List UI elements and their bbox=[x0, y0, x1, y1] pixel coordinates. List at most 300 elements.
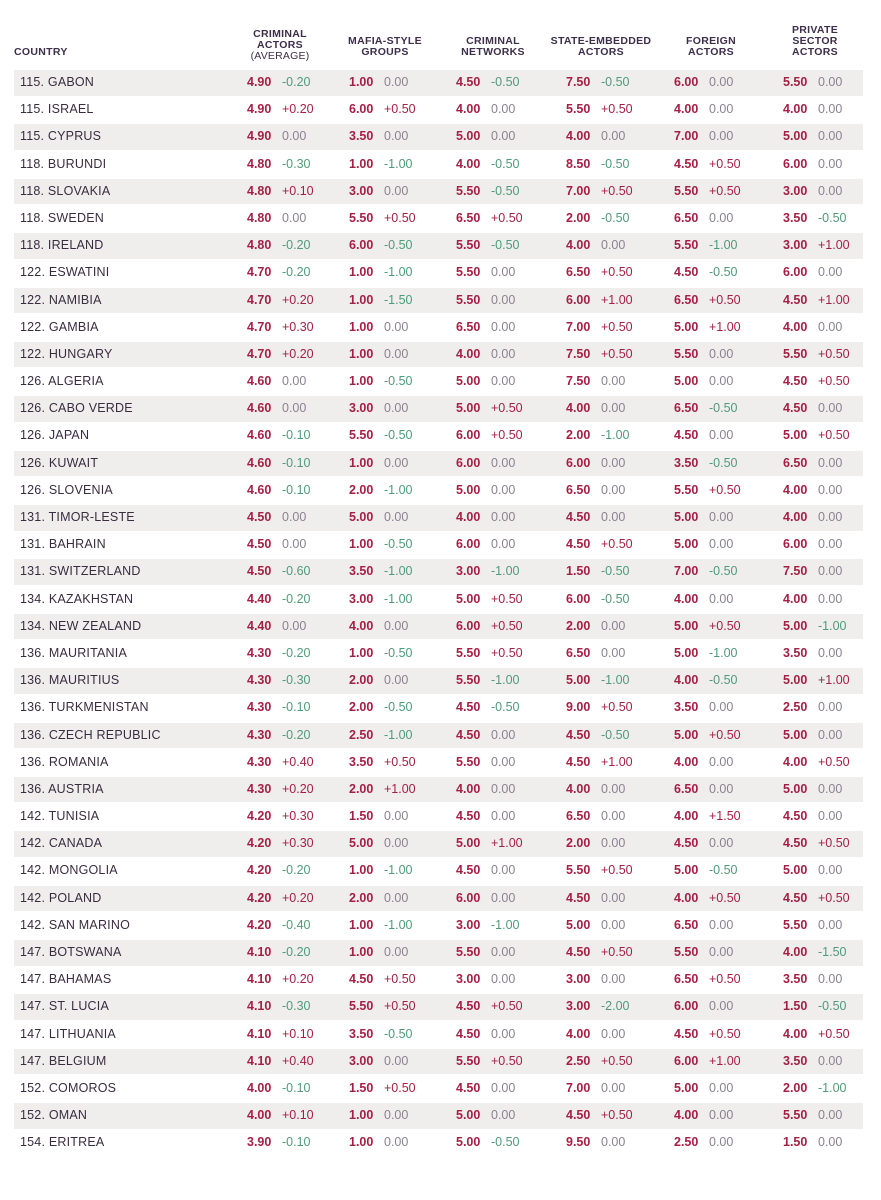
score-value: 1.00 bbox=[349, 346, 374, 361]
score-change: 0.00 bbox=[282, 401, 307, 416]
score-change: -1.00 bbox=[709, 645, 738, 660]
table-row bbox=[14, 587, 863, 613]
score-change: 0.00 bbox=[818, 564, 843, 579]
score-change: -0.50 bbox=[601, 591, 630, 606]
score-change: 0.00 bbox=[818, 917, 843, 932]
score-change: +0.50 bbox=[491, 999, 523, 1014]
country-cell bbox=[20, 804, 99, 830]
country-cell bbox=[20, 179, 110, 205]
country-name: TIMOR-LESTE bbox=[48, 510, 135, 524]
country-cell bbox=[20, 288, 102, 314]
score-value: 5.00 bbox=[566, 917, 591, 932]
score-change: -0.10 bbox=[282, 455, 311, 470]
score-value: 4.50 bbox=[247, 510, 272, 524]
score-value: 1.00 bbox=[349, 1108, 374, 1123]
country-cell bbox=[20, 967, 111, 993]
rank: 131. bbox=[20, 510, 46, 524]
score-value: 5.00 bbox=[674, 727, 699, 742]
score-change: -1.00 bbox=[601, 428, 630, 443]
score-value: 4.50 bbox=[674, 156, 699, 171]
score-change: -0.10 bbox=[282, 482, 311, 497]
score-change: 0.00 bbox=[818, 972, 843, 987]
country-cell bbox=[20, 532, 106, 558]
score-value: 5.00 bbox=[456, 836, 481, 851]
country-cell bbox=[20, 559, 141, 585]
score-value: 4.30 bbox=[247, 673, 272, 688]
score-value: 6.50 bbox=[566, 645, 591, 660]
score-value: 4.00 bbox=[674, 1108, 699, 1123]
rank: 142. bbox=[20, 890, 46, 905]
score-value: 5.00 bbox=[674, 618, 699, 633]
score-value: 4.60 bbox=[247, 482, 272, 497]
score-change: +0.10 bbox=[282, 183, 314, 198]
rank: 136. bbox=[20, 645, 46, 660]
score-change: 0.00 bbox=[491, 890, 516, 905]
score-value: 5.50 bbox=[456, 238, 481, 253]
score-change: +0.50 bbox=[384, 102, 416, 117]
score-value: 4.50 bbox=[674, 428, 699, 443]
score-change: 0.00 bbox=[818, 102, 843, 117]
score-value: 5.50 bbox=[783, 346, 808, 361]
score-change: -1.00 bbox=[384, 564, 413, 579]
score-change: 0.00 bbox=[709, 591, 734, 606]
score-value: 6.50 bbox=[566, 265, 591, 280]
score-value: 2.00 bbox=[566, 618, 591, 633]
score-change: +0.50 bbox=[601, 319, 633, 334]
country-cell bbox=[20, 858, 118, 884]
score-value: 3.00 bbox=[566, 972, 591, 987]
score-value: 4.20 bbox=[247, 863, 272, 878]
score-change: 0.00 bbox=[491, 781, 516, 796]
score-value: 4.50 bbox=[674, 836, 699, 851]
score-value: 1.50 bbox=[349, 1080, 374, 1095]
score-change: 0.00 bbox=[282, 374, 307, 389]
score-value: 4.50 bbox=[566, 945, 591, 959]
table-row bbox=[14, 750, 863, 776]
score-change: +0.50 bbox=[491, 428, 523, 443]
score-change: -0.50 bbox=[601, 564, 630, 579]
score-change: -0.20 bbox=[282, 863, 311, 878]
score-change: -0.50 bbox=[601, 156, 630, 171]
country-cell bbox=[20, 750, 109, 776]
score-change: 0.00 bbox=[818, 809, 843, 824]
score-value: 6.50 bbox=[674, 210, 699, 225]
table-row bbox=[14, 97, 863, 123]
score-change: +0.50 bbox=[491, 618, 523, 633]
rank: 136. bbox=[20, 700, 46, 715]
score-change: +0.50 bbox=[709, 482, 741, 497]
country-name: BAHRAIN bbox=[48, 537, 106, 552]
score-value: 4.50 bbox=[783, 809, 808, 824]
score-change: 0.00 bbox=[491, 482, 516, 497]
score-change: 0.00 bbox=[491, 346, 516, 361]
score-change: +1.00 bbox=[818, 238, 850, 253]
score-change: 0.00 bbox=[491, 1108, 516, 1123]
country-cell bbox=[20, 614, 141, 640]
score-change: -0.10 bbox=[282, 700, 311, 715]
score-change: 0.00 bbox=[384, 319, 409, 334]
rank: 147. bbox=[20, 999, 46, 1014]
table-row bbox=[14, 777, 863, 803]
score-value: 4.00 bbox=[566, 781, 591, 796]
country-name: TURKMENISTAN bbox=[48, 700, 149, 715]
table-row bbox=[14, 967, 863, 993]
table-row bbox=[14, 233, 863, 259]
score-value: 7.00 bbox=[674, 564, 699, 579]
country-name: SWITZERLAND bbox=[48, 564, 141, 579]
score-value: 2.50 bbox=[566, 1053, 591, 1068]
score-change: 0.00 bbox=[384, 346, 409, 361]
score-change: -0.10 bbox=[282, 1080, 311, 1095]
country-name: COMOROS bbox=[48, 1080, 117, 1095]
score-change: 0.00 bbox=[818, 183, 843, 198]
score-value: 4.70 bbox=[247, 319, 272, 334]
country-name: MAURITIUS bbox=[48, 673, 120, 688]
score-change: 0.00 bbox=[709, 1135, 734, 1150]
country-name: MAURITANIA bbox=[48, 645, 127, 660]
table-row bbox=[14, 1103, 863, 1129]
score-value: 4.50 bbox=[456, 75, 481, 89]
score-change: -0.50 bbox=[709, 265, 738, 280]
score-value: 3.50 bbox=[674, 455, 699, 470]
score-value: 4.70 bbox=[247, 265, 272, 280]
score-value: 5.50 bbox=[456, 945, 481, 959]
score-change: +1.00 bbox=[601, 754, 633, 769]
score-change: 0.00 bbox=[282, 210, 307, 225]
score-change: 0.00 bbox=[384, 1053, 409, 1068]
score-change: 0.00 bbox=[709, 700, 734, 715]
score-value: 5.50 bbox=[456, 754, 481, 769]
score-change: 0.00 bbox=[601, 781, 626, 796]
rank: 136. bbox=[20, 781, 46, 796]
score-change: +1.50 bbox=[709, 809, 741, 824]
score-change: 0.00 bbox=[491, 129, 516, 144]
score-change: 0.00 bbox=[491, 1080, 516, 1095]
score-change: 0.00 bbox=[384, 809, 409, 824]
score-value: 3.50 bbox=[783, 1053, 808, 1068]
score-change: 0.00 bbox=[818, 1135, 843, 1150]
score-value: 4.50 bbox=[456, 1026, 481, 1041]
score-value: 6.00 bbox=[674, 75, 699, 89]
country-cell bbox=[20, 369, 104, 395]
rank: 152. bbox=[20, 1080, 46, 1095]
table-row bbox=[14, 695, 863, 721]
score-change: 0.00 bbox=[601, 1026, 626, 1041]
score-change: -1.50 bbox=[818, 945, 847, 959]
score-change: 0.00 bbox=[491, 455, 516, 470]
score-value: 1.50 bbox=[783, 999, 808, 1014]
score-change: 0.00 bbox=[601, 1135, 626, 1150]
score-value: 2.00 bbox=[783, 1080, 808, 1095]
score-value: 5.50 bbox=[674, 482, 699, 497]
score-value: 9.00 bbox=[566, 700, 591, 715]
score-change: 0.00 bbox=[709, 836, 734, 851]
score-change: 0.00 bbox=[709, 210, 734, 225]
score-value: 4.30 bbox=[247, 727, 272, 742]
score-value: 4.30 bbox=[247, 700, 272, 715]
score-change: -0.50 bbox=[709, 455, 738, 470]
header-criminal-networks: CRIMINAL NETWORKS bbox=[461, 35, 525, 58]
score-value: 4.00 bbox=[247, 1080, 272, 1095]
score-value: 1.00 bbox=[349, 156, 374, 171]
score-change: -0.50 bbox=[709, 863, 738, 878]
score-value: 7.00 bbox=[674, 129, 699, 144]
table-row bbox=[14, 831, 863, 857]
rank: 126. bbox=[20, 455, 46, 470]
country-name: ERITREA bbox=[48, 1135, 105, 1150]
score-change: 0.00 bbox=[601, 1080, 626, 1095]
header-private-sector-actors: PRIVATE SECTOR ACTORS bbox=[791, 24, 839, 58]
score-change: 0.00 bbox=[601, 401, 626, 416]
score-change: 0.00 bbox=[491, 292, 516, 307]
score-value: 4.50 bbox=[456, 999, 481, 1014]
score-value: 4.00 bbox=[783, 945, 808, 959]
score-change: 0.00 bbox=[818, 75, 843, 89]
score-change: -0.20 bbox=[282, 645, 311, 660]
score-change: -1.00 bbox=[384, 917, 413, 932]
table-row bbox=[14, 124, 863, 150]
country-name: CZECH REPUBLIC bbox=[48, 727, 161, 742]
score-value: 5.50 bbox=[566, 863, 591, 878]
score-change: 0.00 bbox=[601, 890, 626, 905]
table-row bbox=[14, 1076, 863, 1102]
country-name: BAHAMAS bbox=[48, 972, 112, 987]
score-value: 5.00 bbox=[456, 374, 481, 389]
rank: 154. bbox=[20, 1135, 46, 1150]
score-change: 0.00 bbox=[282, 510, 307, 524]
score-value: 5.50 bbox=[456, 673, 481, 688]
score-value: 4.00 bbox=[566, 238, 591, 253]
score-value: 4.80 bbox=[247, 156, 272, 171]
score-value: 5.00 bbox=[674, 863, 699, 878]
score-change: -1.00 bbox=[384, 265, 413, 280]
score-value: 7.50 bbox=[783, 564, 808, 579]
country-cell bbox=[20, 505, 135, 531]
score-change: 0.00 bbox=[709, 129, 734, 144]
country-name: AUSTRIA bbox=[48, 781, 104, 796]
country-name: LITHUANIA bbox=[48, 1026, 116, 1041]
score-change: 0.00 bbox=[818, 727, 843, 742]
score-change: 0.00 bbox=[709, 781, 734, 796]
score-change: 0.00 bbox=[491, 374, 516, 389]
score-change: 0.00 bbox=[709, 537, 734, 552]
table-row bbox=[14, 668, 863, 694]
score-value: 4.80 bbox=[247, 238, 272, 253]
country-cell bbox=[20, 994, 109, 1020]
header-mafia-style-groups: MAFIA-STYLE GROUPS bbox=[348, 35, 422, 58]
table-row bbox=[14, 994, 863, 1020]
rank: 136. bbox=[20, 754, 46, 769]
score-change: -1.00 bbox=[384, 156, 413, 171]
score-change: 0.00 bbox=[601, 374, 626, 389]
rank: 152. bbox=[20, 1108, 46, 1123]
score-value: 4.30 bbox=[247, 781, 272, 796]
score-value: 5.50 bbox=[566, 102, 591, 117]
score-value: 5.50 bbox=[674, 183, 699, 198]
score-value: 6.00 bbox=[783, 265, 808, 280]
score-change: 0.00 bbox=[601, 917, 626, 932]
score-value: 2.50 bbox=[349, 727, 374, 742]
score-change: -0.50 bbox=[491, 156, 520, 171]
score-value: 5.00 bbox=[456, 401, 481, 416]
score-value: 4.10 bbox=[247, 1026, 272, 1041]
score-change: 0.00 bbox=[818, 1053, 843, 1068]
score-change: 0.00 bbox=[818, 700, 843, 715]
score-change: 0.00 bbox=[818, 455, 843, 470]
score-change: +1.00 bbox=[601, 292, 633, 307]
score-change: +0.50 bbox=[601, 1053, 633, 1068]
score-value: 2.00 bbox=[349, 890, 374, 905]
score-value: 1.00 bbox=[349, 645, 374, 660]
rank: 147. bbox=[20, 972, 46, 987]
score-value: 4.50 bbox=[674, 265, 699, 280]
country-name: MONGOLIA bbox=[48, 863, 118, 878]
score-value: 4.50 bbox=[456, 727, 481, 742]
score-change: +0.50 bbox=[709, 618, 741, 633]
score-value: 3.50 bbox=[674, 700, 699, 715]
score-change: -0.50 bbox=[384, 238, 413, 253]
score-change: +0.30 bbox=[282, 809, 314, 824]
score-value: 4.50 bbox=[783, 890, 808, 905]
score-change: 0.00 bbox=[601, 972, 626, 987]
rank: 122. bbox=[20, 319, 46, 334]
score-value: 4.50 bbox=[566, 754, 591, 769]
score-value: 5.50 bbox=[674, 346, 699, 361]
score-value: 4.50 bbox=[566, 537, 591, 552]
score-change: +1.00 bbox=[818, 673, 850, 688]
score-change: -0.50 bbox=[384, 645, 413, 660]
score-change: 0.00 bbox=[282, 129, 307, 144]
score-value: 5.00 bbox=[566, 673, 591, 688]
score-value: 4.50 bbox=[456, 700, 481, 715]
score-change: -0.50 bbox=[384, 537, 413, 552]
score-change: -0.50 bbox=[601, 75, 630, 89]
table-row bbox=[14, 559, 863, 585]
score-value: 4.20 bbox=[247, 836, 272, 851]
score-value: 4.50 bbox=[783, 401, 808, 416]
score-value: 1.00 bbox=[349, 917, 374, 932]
country-name: ST. LUCIA bbox=[48, 999, 109, 1014]
score-change: -1.00 bbox=[491, 564, 520, 579]
score-value: 4.90 bbox=[247, 129, 272, 144]
score-change: +0.50 bbox=[709, 727, 741, 742]
score-change: 0.00 bbox=[384, 1135, 409, 1150]
score-value: 4.00 bbox=[456, 102, 481, 117]
country-name: BURUNDI bbox=[47, 156, 107, 171]
score-change: 0.00 bbox=[384, 401, 409, 416]
rank: 118. bbox=[20, 238, 45, 253]
country-cell bbox=[20, 206, 104, 232]
score-value: 3.00 bbox=[456, 564, 481, 579]
score-value: 5.00 bbox=[674, 1080, 699, 1095]
table-row bbox=[14, 179, 863, 205]
table-row bbox=[14, 804, 863, 830]
country-cell bbox=[20, 478, 113, 504]
score-change: 0.00 bbox=[709, 917, 734, 932]
table-header bbox=[0, 0, 881, 70]
score-change: +0.50 bbox=[491, 1053, 523, 1068]
country-cell bbox=[20, 260, 109, 286]
score-change: -1.00 bbox=[384, 482, 413, 497]
score-change: -1.00 bbox=[384, 863, 413, 878]
score-change: 0.00 bbox=[709, 374, 734, 389]
score-value: 7.50 bbox=[566, 374, 591, 389]
score-change: 0.00 bbox=[601, 482, 626, 497]
score-value: 3.50 bbox=[783, 972, 808, 987]
score-value: 4.40 bbox=[247, 618, 272, 633]
score-change: +0.30 bbox=[282, 319, 314, 334]
score-change: -1.00 bbox=[709, 238, 738, 253]
score-value: 5.50 bbox=[674, 238, 699, 253]
score-change: +0.20 bbox=[282, 972, 314, 987]
table-row bbox=[14, 342, 863, 368]
country-name: HUNGARY bbox=[48, 346, 113, 361]
score-value: 4.00 bbox=[783, 319, 808, 334]
score-change: 0.00 bbox=[818, 265, 843, 280]
score-change: 0.00 bbox=[491, 510, 516, 524]
score-change: +0.50 bbox=[601, 346, 633, 361]
score-change: +1.00 bbox=[709, 319, 741, 334]
score-change: -1.00 bbox=[491, 917, 520, 932]
country-cell bbox=[20, 668, 119, 694]
score-change: -0.50 bbox=[491, 238, 520, 253]
country-name: CYPRUS bbox=[47, 129, 102, 144]
score-value: 5.50 bbox=[456, 1053, 481, 1068]
score-change: -0.20 bbox=[282, 591, 311, 606]
country-name: BELGIUM bbox=[48, 1053, 107, 1068]
score-value: 4.00 bbox=[674, 591, 699, 606]
score-change: +0.30 bbox=[282, 836, 314, 851]
score-value: 4.60 bbox=[247, 455, 272, 470]
score-value: 4.40 bbox=[247, 591, 272, 606]
score-value: 6.00 bbox=[783, 537, 808, 552]
score-value: 4.90 bbox=[247, 102, 272, 117]
score-change: -0.50 bbox=[491, 75, 520, 89]
score-value: 5.50 bbox=[783, 917, 808, 932]
score-change: 0.00 bbox=[709, 102, 734, 117]
country-name: JAPAN bbox=[48, 428, 90, 443]
score-change: -1.50 bbox=[384, 292, 413, 307]
score-change: +0.50 bbox=[384, 210, 416, 225]
score-change: 0.00 bbox=[384, 890, 409, 905]
score-change: -0.60 bbox=[282, 564, 311, 579]
score-change: 0.00 bbox=[491, 727, 516, 742]
score-value: 5.00 bbox=[674, 374, 699, 389]
score-value: 2.50 bbox=[783, 700, 808, 715]
country-cell bbox=[20, 1130, 104, 1156]
score-value: 5.00 bbox=[456, 482, 481, 497]
score-change: 0.00 bbox=[601, 510, 626, 524]
score-change: 0.00 bbox=[818, 482, 843, 497]
table-row bbox=[14, 451, 863, 477]
table-row bbox=[14, 1049, 863, 1075]
country-cell bbox=[20, 587, 133, 613]
score-value: 5.00 bbox=[783, 428, 808, 443]
score-value: 4.50 bbox=[783, 292, 808, 307]
score-change: 0.00 bbox=[818, 863, 843, 878]
score-change: +0.50 bbox=[709, 183, 741, 198]
score-change: -0.50 bbox=[491, 1135, 520, 1150]
score-value: 4.70 bbox=[247, 346, 272, 361]
score-change: +0.50 bbox=[601, 537, 633, 552]
score-value: 4.50 bbox=[456, 863, 481, 878]
score-value: 9.50 bbox=[566, 1135, 591, 1150]
header-criminal-actors: CRIMINAL ACTORS (AVERAGE) bbox=[250, 28, 310, 62]
score-change: +0.50 bbox=[709, 156, 741, 171]
table-row bbox=[14, 1022, 863, 1048]
score-change: 0.00 bbox=[818, 319, 843, 334]
score-value: 1.00 bbox=[349, 292, 374, 307]
